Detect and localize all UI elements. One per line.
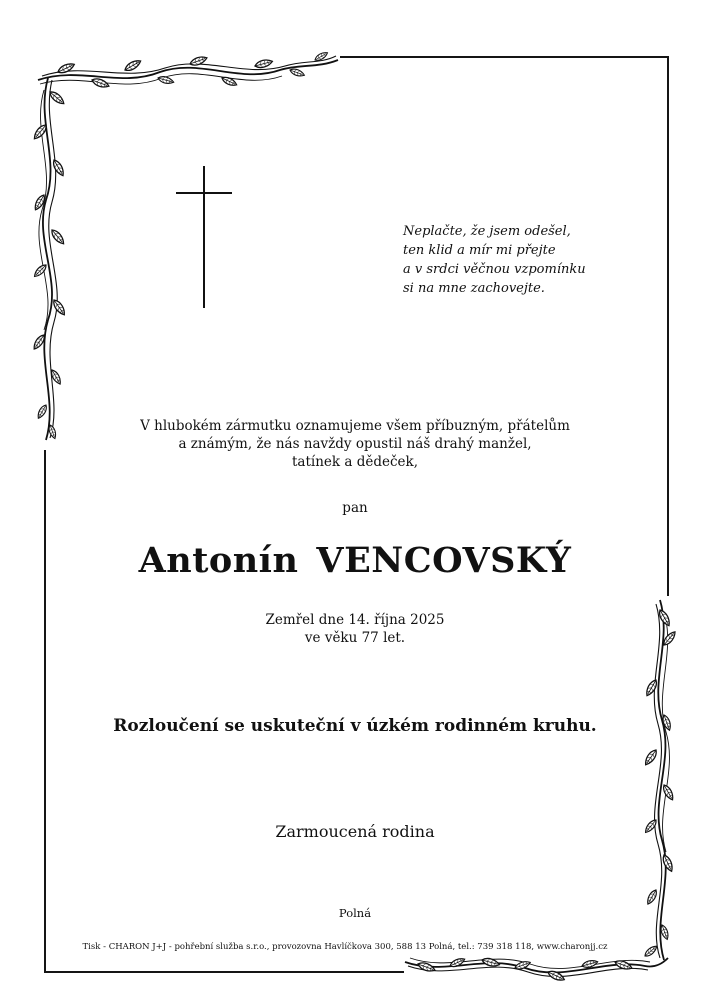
frame-top-line <box>340 56 668 58</box>
bottom-right-vertical-vine <box>643 600 678 960</box>
poem-line: Neplačte, že jsem odešel, <box>403 224 571 239</box>
announcement-line: tatínek a dědeček, <box>292 454 418 470</box>
death-age: ve věku 77 let. <box>304 630 406 646</box>
printer-info: Tisk - CHARON J+J - pohřební služba s.r.o., provozovna Havlíčkova 300, 588 13 Polná, tel.: 739 318 118, www.charonjj.cz <box>82 942 608 952</box>
poem-line: ten klid a mír mi přejte <box>403 243 556 258</box>
announcement-line: a známým, že nás navždy opustil náš drahý manžel, <box>178 436 532 452</box>
announcement-line: V hlubokém zármutku oznamujeme všem příbuzným, přátelům <box>140 418 570 434</box>
family-signature: Zarmoucená rodina <box>275 822 435 841</box>
cross-horizontal-bar <box>176 192 232 194</box>
cross-icon <box>176 166 232 308</box>
deceased-surname: VENCOVSKÝ <box>316 540 572 581</box>
farewell-notice: Rozloučení se uskuteční v úzkém rodinném kruhu. <box>113 716 597 736</box>
place: Polná <box>338 906 372 920</box>
poem-line: a v srdci věčnou vzpomínku <box>403 262 586 277</box>
cross-vertical-bar <box>203 166 205 308</box>
death-info <box>230 611 480 647</box>
top-left-horizontal-vine <box>38 50 338 89</box>
poem <box>403 222 613 298</box>
frame-bottom-line <box>44 971 404 973</box>
deceased-first-name: Antonín <box>138 540 299 581</box>
poem-line: si na mne zachovejte. <box>403 281 545 296</box>
death-date: Zemřel dne 14. října 2025 <box>265 612 445 628</box>
salutation: pan <box>342 500 368 516</box>
frame-right-line <box>667 56 669 596</box>
deceased-name <box>60 538 650 584</box>
frame-left-line <box>44 450 46 972</box>
top-left-vertical-vine <box>32 78 68 440</box>
announcement <box>90 417 620 471</box>
